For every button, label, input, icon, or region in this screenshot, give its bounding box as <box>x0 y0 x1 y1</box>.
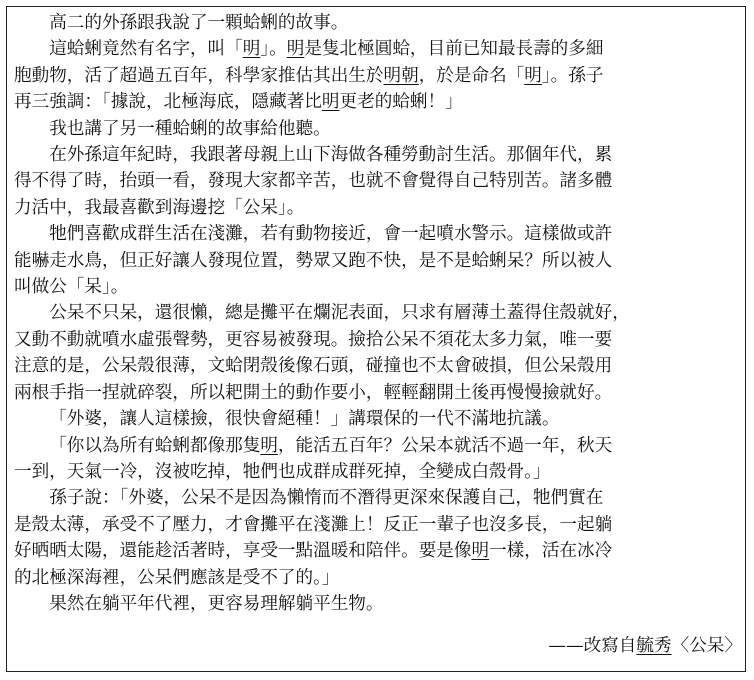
underlined-name: 明 <box>524 65 542 86</box>
text-line <box>14 248 740 274</box>
text-segment: 一到，天氣一冷，沒被吃掉，牠們也成群成群死掉，全變成白殼骨。」 <box>14 461 551 482</box>
text-segment: 力活中，我最喜歡到海邊挖「公呆」。 <box>14 197 305 218</box>
text-line <box>14 221 740 247</box>
text-line <box>14 433 740 459</box>
text-segment: 是殼太薄，承受不了壓力，才會攤平在淺灘上！反正一輩子也沒多長，一起躺 <box>14 514 613 535</box>
text-line <box>14 565 740 591</box>
text-line <box>14 538 740 564</box>
text-line <box>14 591 740 617</box>
text-line <box>14 327 740 353</box>
text-line <box>14 142 740 168</box>
text-segment: 的北極深海裡，公呆們應該是受不了的。」 <box>14 567 340 588</box>
underlined-name: 明 <box>321 92 340 113</box>
source-author: 毓秀 <box>636 636 672 656</box>
text-segment: 公呆不只呆，還很懶，總是攤平在爛泥表面，只求有層薄土蓋得住殼就好， <box>49 303 630 324</box>
text-segment: 好晒晒太陽，還能趁活著時，享受一點溫暖和陪伴。要是像 <box>14 541 472 562</box>
text-line <box>14 459 740 485</box>
text-segment: 是隻北極圓蛤，目前已知最長壽的多細 <box>304 39 604 60</box>
text-line <box>14 168 740 194</box>
text-segment: 「外婆，讓人這樣撿，很快會絕種！」講環保的一代不滿地抗議。 <box>49 409 560 430</box>
underlined-name: 明 <box>260 435 278 456</box>
source-citation <box>548 632 742 657</box>
text-line <box>14 10 740 36</box>
text-line <box>14 485 740 511</box>
source-prefix: ——改寫自 <box>548 636 637 656</box>
text-segment: 牠們喜歡成群生活在淺灘，若有動物接近，會一起噴水警示。這樣做或許 <box>49 224 613 245</box>
text-line <box>14 63 740 89</box>
text-segment: 我也講了另一種蛤蜊的故事給他聽。 <box>49 118 331 139</box>
text-line <box>14 36 740 62</box>
text-line <box>14 89 740 115</box>
text-segment: 叫做公「呆」。 <box>14 277 129 298</box>
text-segment: 再三強調：「據說，北極海底，隱藏著比 <box>14 92 322 113</box>
text-segment: 胞動物，活了超過五百年，科學家推估其出生於 <box>14 65 384 86</box>
text-segment: 注意的是，公呆殼很薄，文蛤閉殼後像石頭，碰撞也不太會破損，但公呆殼用 <box>14 356 613 377</box>
text-segment: ，能活五百年？公呆本就活不過一年，秋天 <box>277 435 613 456</box>
text-line <box>14 512 740 538</box>
text-segment: 兩根手指一捏就碎裂，所以耙開土的動作要小，輕輕翻開土後再慢慢撿就好。 <box>14 382 613 403</box>
text-segment: 能嚇走水鳥，但正好讓人發現位置，勢眾又跑不快，是不是蛤蜊呆？所以被人 <box>14 250 613 271</box>
passage-text <box>14 10 740 617</box>
underlined-name: 明 <box>242 39 261 60</box>
text-segment: 」。 <box>260 39 287 60</box>
text-line <box>14 300 740 326</box>
underlined-name: 明 <box>286 39 305 60</box>
text-line <box>14 380 740 406</box>
text-segment: 一樣，活在冰冷 <box>489 541 613 562</box>
text-segment: 」。孫子 <box>541 65 604 86</box>
text-line <box>14 406 740 432</box>
underlined-name: 明 <box>471 541 490 562</box>
underlined-name: 明朝 <box>383 65 419 86</box>
text-segment: 更老的蛤蜊！」 <box>339 92 463 113</box>
text-segment: 高二的外孫跟我說了一顆蛤蜊的故事。 <box>49 13 349 33</box>
text-segment: 又動不動就噴水虛張聲勢，更容易被發現。撿拾公呆不須花太多力氣，唯一要 <box>14 329 613 350</box>
text-line <box>14 116 740 142</box>
text-segment: 果然在躺平年代裡，更容易理解躺平生物。 <box>49 593 384 614</box>
text-segment: 得不得了時，抬頭一看，發現大家都辛苦，也就不會覺得自己特別苦。諸多體 <box>14 171 613 192</box>
source-title: 〈公呆〉 <box>671 636 742 656</box>
text-segment: 孫子說：「外婆，公呆不是因為懶惰而不潛得更深來保護自己，牠們實在 <box>49 488 604 509</box>
text-line <box>14 274 740 300</box>
text-line <box>14 195 740 221</box>
text-segment: 這蛤蜊竟然有名字，叫「 <box>49 39 243 60</box>
text-segment: 「你以為所有蛤蜊都像那隻 <box>49 435 261 456</box>
text-segment: 在外孫這年紀時，我跟著母親上山下海做各種勞動討生活。那個年代，累 <box>49 145 613 166</box>
text-line <box>14 353 740 379</box>
text-segment: ，於是命名「 <box>418 65 525 86</box>
